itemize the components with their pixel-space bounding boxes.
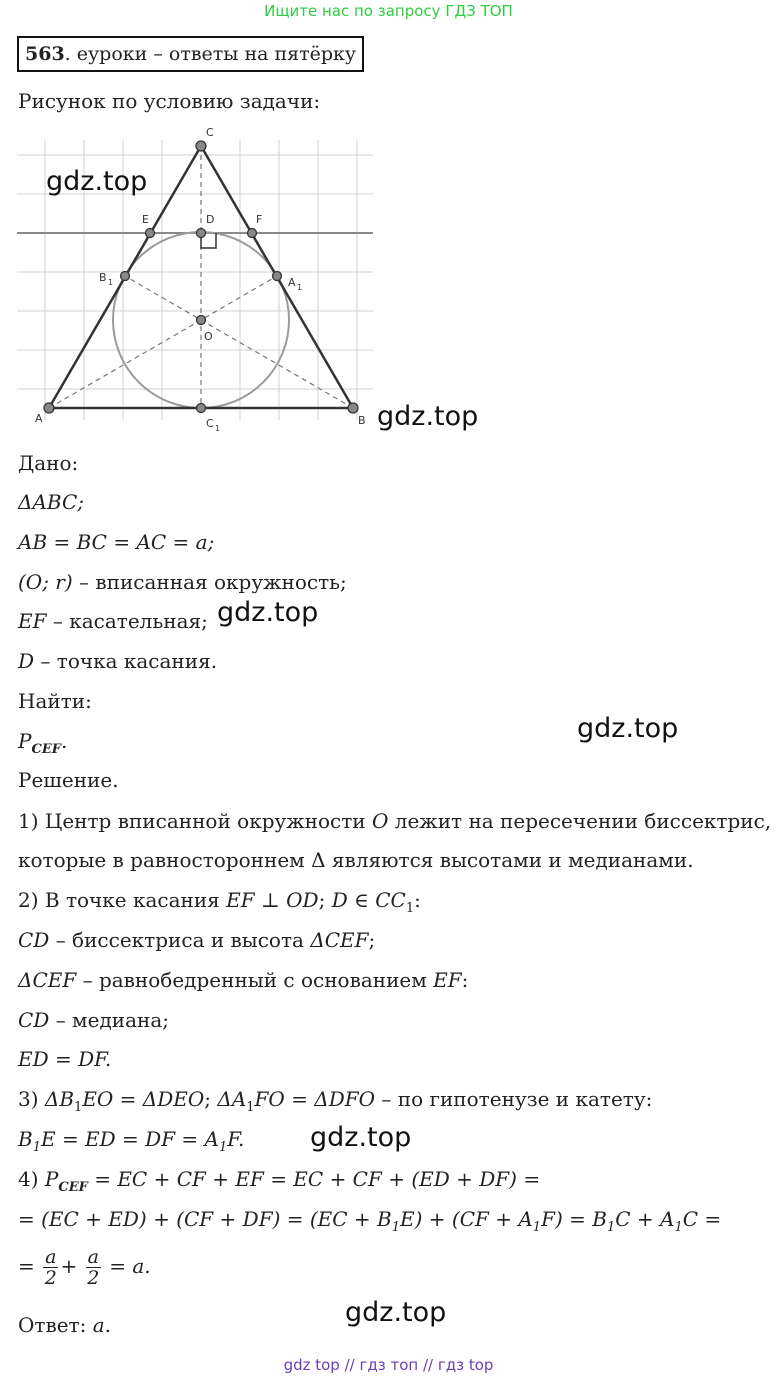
solution-step-4: 4) $P_{CEF}$ = EC + CF + EF = EC + CF + (ED + DF) = bbox=[18, 1167, 541, 1195]
footer-links[interactable]: gdz top // гдз топ // гдз top bbox=[283, 1356, 494, 1374]
label-o: O bbox=[204, 330, 213, 343]
top-banner[interactable]: Ищите нас по запросу ГДЗ ТОП bbox=[264, 2, 513, 20]
point-b1 bbox=[121, 272, 130, 281]
label-a1-sub: 1 bbox=[297, 283, 303, 292]
watermark: gdz.top bbox=[577, 713, 679, 744]
point-d bbox=[197, 229, 206, 238]
solution-isosceles: ΔCEF – равнобедренный с основанием EF: bbox=[18, 968, 469, 992]
label-a1: A bbox=[288, 276, 296, 289]
label-b1-sub: 1 bbox=[108, 278, 114, 287]
solution-step-1-cont: которые в равностороннем Δ являются высотами и медианами. bbox=[18, 848, 694, 872]
label-d: D bbox=[206, 213, 215, 226]
solution-step-3: 3) $\Delta B_1EO = \Delta DEO$; $\Delta A_1FO = \Delta DFO$ – по гипотенузе и катету: bbox=[18, 1087, 653, 1115]
watermark: gdz.top bbox=[377, 401, 479, 432]
point-a1 bbox=[273, 272, 282, 281]
solution-equal-segments: $B_1E$ = ED = DF = $A_1F$. bbox=[18, 1127, 245, 1155]
label-e: E bbox=[142, 213, 149, 226]
task-number: 563 bbox=[25, 43, 65, 65]
given-tangent: EF – касательная; bbox=[18, 609, 208, 633]
find-heading: Найти: bbox=[18, 689, 92, 713]
solution-step-1: 1) Центр вписанной окружности O лежит на пересечении биссектрис, bbox=[18, 809, 772, 833]
given-point-d: D – точка касания. bbox=[18, 649, 218, 673]
watermark: gdz.top bbox=[345, 1297, 447, 1328]
label-c1: C bbox=[206, 417, 214, 430]
given-sides: AB = BC = AC = a; bbox=[18, 530, 215, 554]
solution-final: = $\frac{a}{2}$ + $\frac{a}{2}$ = a. bbox=[18, 1246, 151, 1289]
task-title: . еуроки – ответы на пятёрку bbox=[64, 43, 357, 65]
point-c bbox=[196, 141, 206, 151]
solution-cd-bisector: CD – биссектриса и высота ΔCEF; bbox=[18, 928, 376, 952]
fraction-a-over-2: $\frac{a}{2}$ bbox=[44, 1246, 57, 1289]
solution-ed-df: ED = DF. bbox=[18, 1047, 112, 1071]
solution-step-2: 2) В точке касания EF ⊥ OD; D ∈ $CC_1$: bbox=[18, 888, 421, 916]
point-o bbox=[197, 316, 206, 325]
label-b: B bbox=[358, 414, 366, 427]
label-f: F bbox=[256, 213, 263, 226]
label-c: C bbox=[206, 126, 214, 139]
fraction-a-over-2: $\frac{a}{2}$ bbox=[87, 1246, 100, 1289]
label-b1: B bbox=[99, 271, 107, 284]
label-a: A bbox=[35, 412, 43, 425]
watermark: gdz.top bbox=[46, 166, 148, 197]
solution-step-4-cont: = $(EC + ED) + (CF + DF) = (EC + B_1E) + (CF + A_1F) = B_1C + A_1C$ = bbox=[18, 1207, 722, 1235]
point-a bbox=[44, 403, 54, 413]
given-incircle: (O; r) – вписанная окружность; bbox=[18, 570, 347, 594]
solution-heading: Решение. bbox=[18, 768, 119, 792]
task-header bbox=[17, 36, 364, 72]
solution-median: CD – медиана; bbox=[18, 1008, 170, 1032]
figure-caption: Рисунок по условию задачи: bbox=[18, 89, 321, 113]
point-b bbox=[348, 403, 358, 413]
given-triangle: ΔABC; bbox=[18, 490, 84, 514]
point-f bbox=[248, 229, 257, 238]
label-c1-sub: 1 bbox=[215, 424, 221, 433]
point-e bbox=[146, 229, 155, 238]
point-c1 bbox=[197, 404, 206, 413]
watermark: gdz.top bbox=[217, 597, 319, 628]
answer: Ответ: a. bbox=[18, 1313, 111, 1337]
find-perimeter: $P_{CEF}$. bbox=[18, 729, 68, 757]
given-heading: Дано: bbox=[18, 451, 79, 475]
watermark: gdz.top bbox=[310, 1122, 412, 1153]
